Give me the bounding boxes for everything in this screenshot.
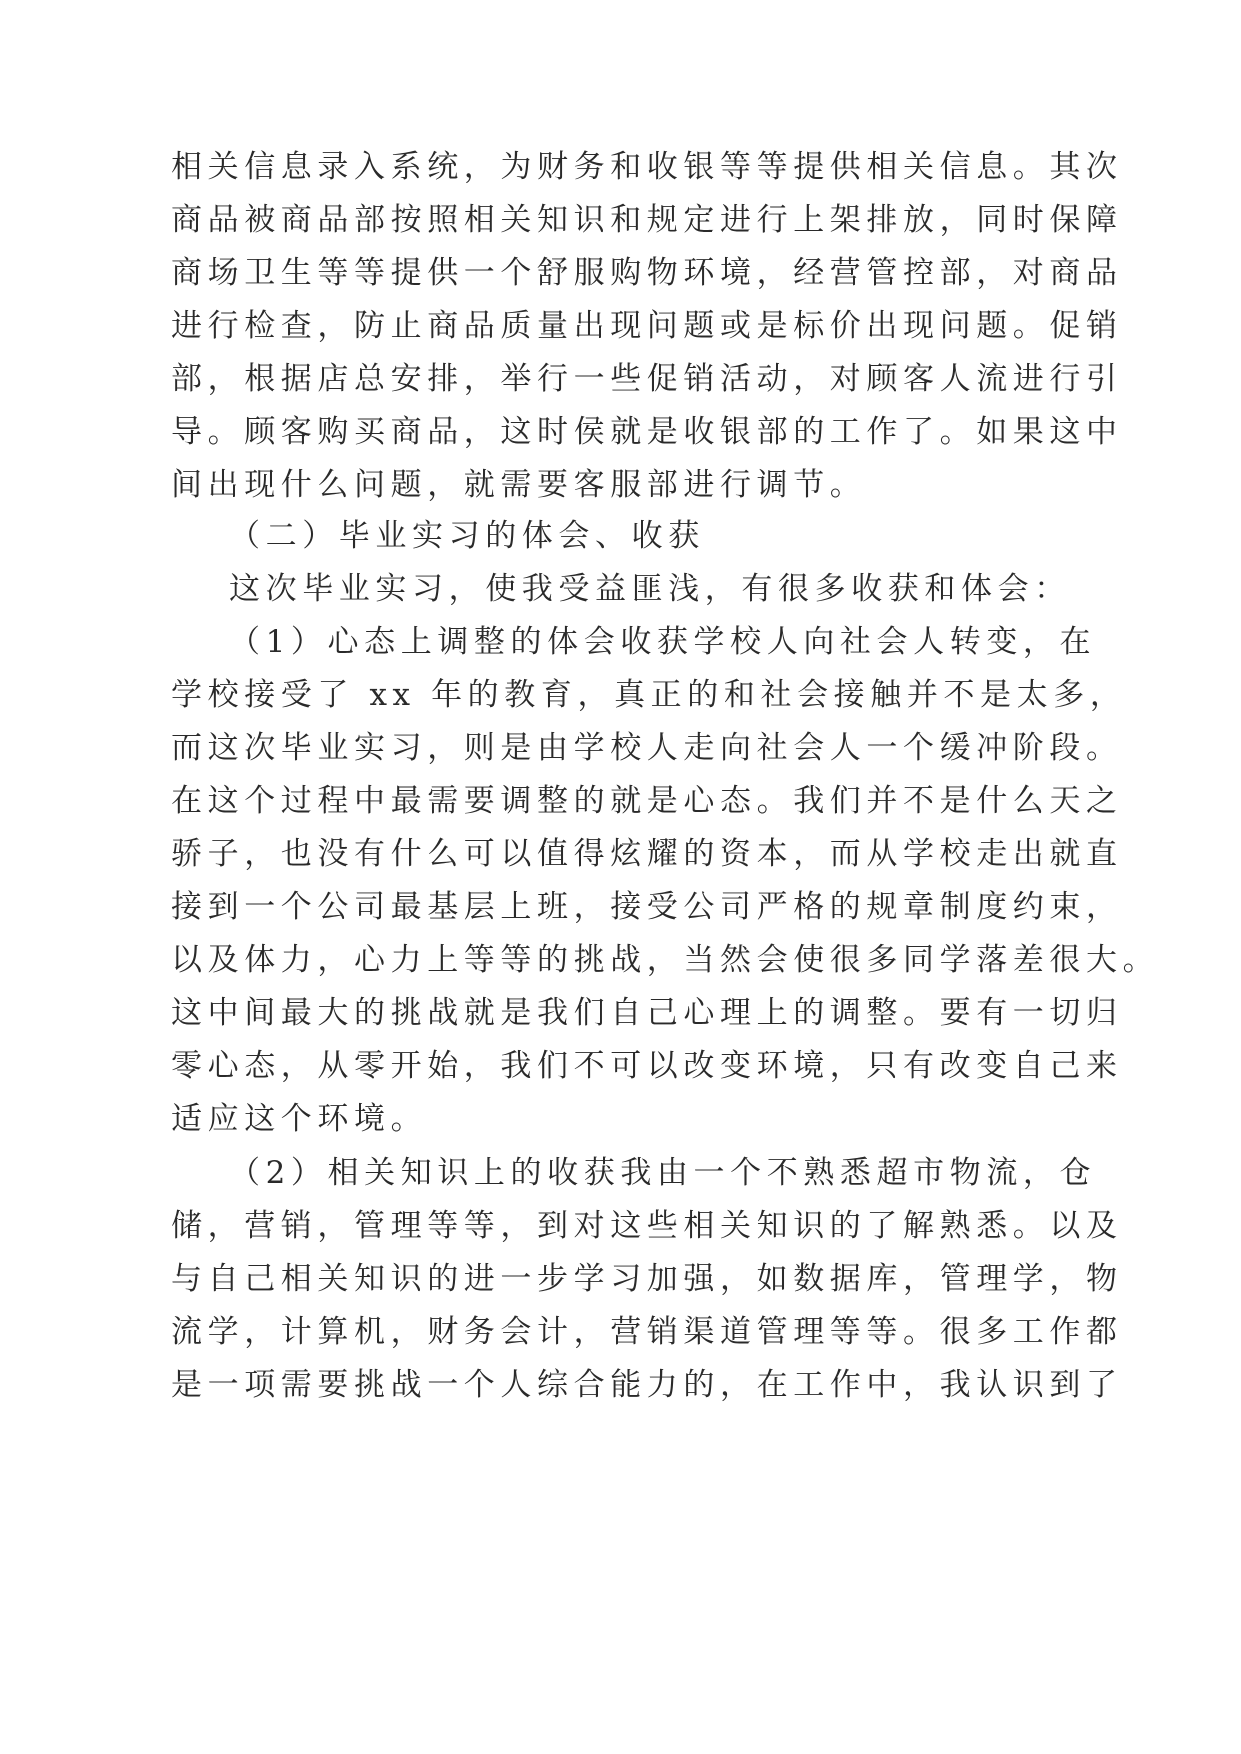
text-line: 接到一个公司最基层上班，接受公司严格的规章制度约束， [171, 889, 1123, 925]
section-heading: （二）毕业实习的体会、收获 [229, 518, 705, 554]
text-line: 骄子，也没有什么可以值得炫耀的资本，而从学校走出就直 [171, 836, 1123, 872]
text-line: 间出现什么问题，就需要客服部进行调节。 [171, 467, 867, 503]
text-line: 适应这个环境。 [171, 1101, 428, 1137]
text-line: 导。顾客购买商品，这时侯就是收银部的工作了。如果这中 [171, 414, 1123, 450]
text-line: 零心态，从零开始，我们不可以改变环境，只有改变自己来 [171, 1048, 1123, 1084]
text-line: 这次毕业实习，使我受益匪浅，有很多收获和体会： [229, 571, 1071, 607]
text-line: 流学，计算机，财务会计，营销渠道管理等等。很多工作都 [171, 1314, 1123, 1350]
text-line: 部，根据店总安排，举行一些促销活动，对顾客人流进行引 [171, 361, 1123, 397]
text-line: 而这次毕业实习，则是由学校人走向社会人一个缓冲阶段。 [171, 730, 1123, 766]
text-line: 以及体力，心力上等等的挑战，当然会使很多同学落差很大。 [171, 942, 1160, 978]
text-line: 这中间最大的挑战就是我们自己心理上的调整。要有一切归 [171, 995, 1123, 1031]
text-line: （2）相关知识上的收获我由一个不熟悉超市物流，仓 [229, 1155, 1097, 1191]
text-line: 相关信息录入系统，为财务和收银等等提供相关信息。其次 [171, 149, 1123, 185]
text-line: （1）心态上调整的体会收获学校人向社会人转变，在 [229, 624, 1097, 660]
text-line: 与自己相关知识的进一步学习加强，如数据库，管理学，物 [171, 1261, 1123, 1297]
text-line: 学校接受了 xx 年的教育，真正的和社会接触并不是太多， [171, 677, 1127, 713]
text-line: 进行检查，防止商品质量出现问题或是标价出现问题。促销 [171, 308, 1123, 344]
text-line: 商场卫生等等提供一个舒服购物环境，经营管控部，对商品 [171, 255, 1123, 291]
text-line: 在这个过程中最需要调整的就是心态。我们并不是什么天之 [171, 783, 1123, 819]
text-line: 储，营销，管理等等，到对这些相关知识的了解熟悉。以及 [171, 1208, 1123, 1244]
text-line: 商品被商品部按照相关知识和规定进行上架排放，同时保障 [171, 202, 1123, 238]
text-line: 是一项需要挑战一个人综合能力的，在工作中，我认识到了 [171, 1367, 1123, 1403]
